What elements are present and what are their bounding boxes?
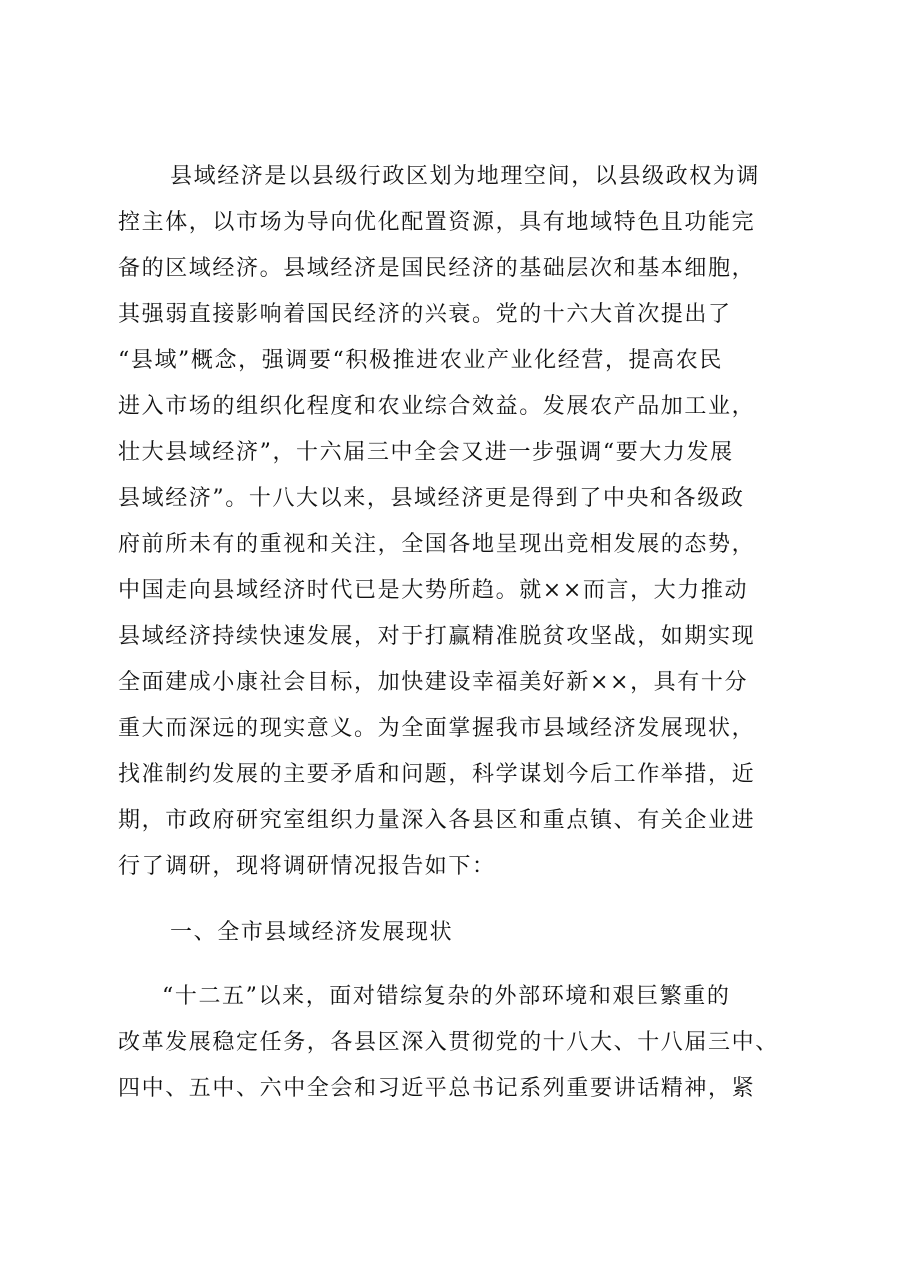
text-line: 其强弱直接影响着国民经济的兴衰。党的十六大首次提出了 xyxy=(118,302,732,327)
text-line: 全面建成小康社会目标，加快建设幸福美好新××，具有十分 xyxy=(118,670,749,695)
text-line: 县域经济持续快速发展，对于打赢精准脱贫攻坚战，如期实现 xyxy=(118,624,756,649)
text-line: 行了调研，现将调研情况报告如下： xyxy=(118,854,496,879)
text-line: 府前所未有的重视和关注，全国各地呈现出竞相发展的态势， xyxy=(118,532,756,557)
text-line: 备的区域经济。县域经济是国民经济的基础层次和基本细胞， xyxy=(118,256,756,281)
text-line: 重大而深远的现实意义。为全面掌握我市县域经济发展现状， xyxy=(118,716,756,741)
text-line: 中国走向县域经济时代已是大势所趋。就××而言，大力推动 xyxy=(118,578,749,603)
section-heading: 一、全市县域经济发展现状 xyxy=(170,920,454,945)
text-line: 县域经济”。十八大以来，县域经济更是得到了中央和各级政 xyxy=(118,486,745,511)
text-line: 控主体，以市场为导向优化配置资源，具有地域特色且功能完 xyxy=(118,210,756,235)
text-line: 进入市场的组织化程度和农业综合效益。发展农产品加工业， xyxy=(118,394,756,419)
text-line: 四中、五中、六中全会和习近平总书记系列重要讲话精神，紧 xyxy=(118,1076,756,1101)
text-line: 找准制约发展的主要矛盾和问题，科学谋划今后工作举措，近 xyxy=(118,762,756,787)
text-line: “县域”概念，强调要“积极推进农业产业化经营，提高农民 xyxy=(118,348,723,373)
text-line: 改革发展稳定任务，各县区深入贯彻党的十八大、十八届三中、 xyxy=(118,1030,779,1055)
text-line: “十二五”以来，面对错综复杂的外部环境和艰巨繁重的 xyxy=(162,984,731,1009)
text-line: 壮大县域经济”，十六届三中全会又进一步强调“要大力发展 xyxy=(118,440,734,465)
text-line: 县域经济是以县级行政区划为地理空间，以县级政权为调 xyxy=(170,164,761,189)
text-line: 期，市政府研究室组织力量深入各县区和重点镇、有关企业进 xyxy=(118,808,756,833)
